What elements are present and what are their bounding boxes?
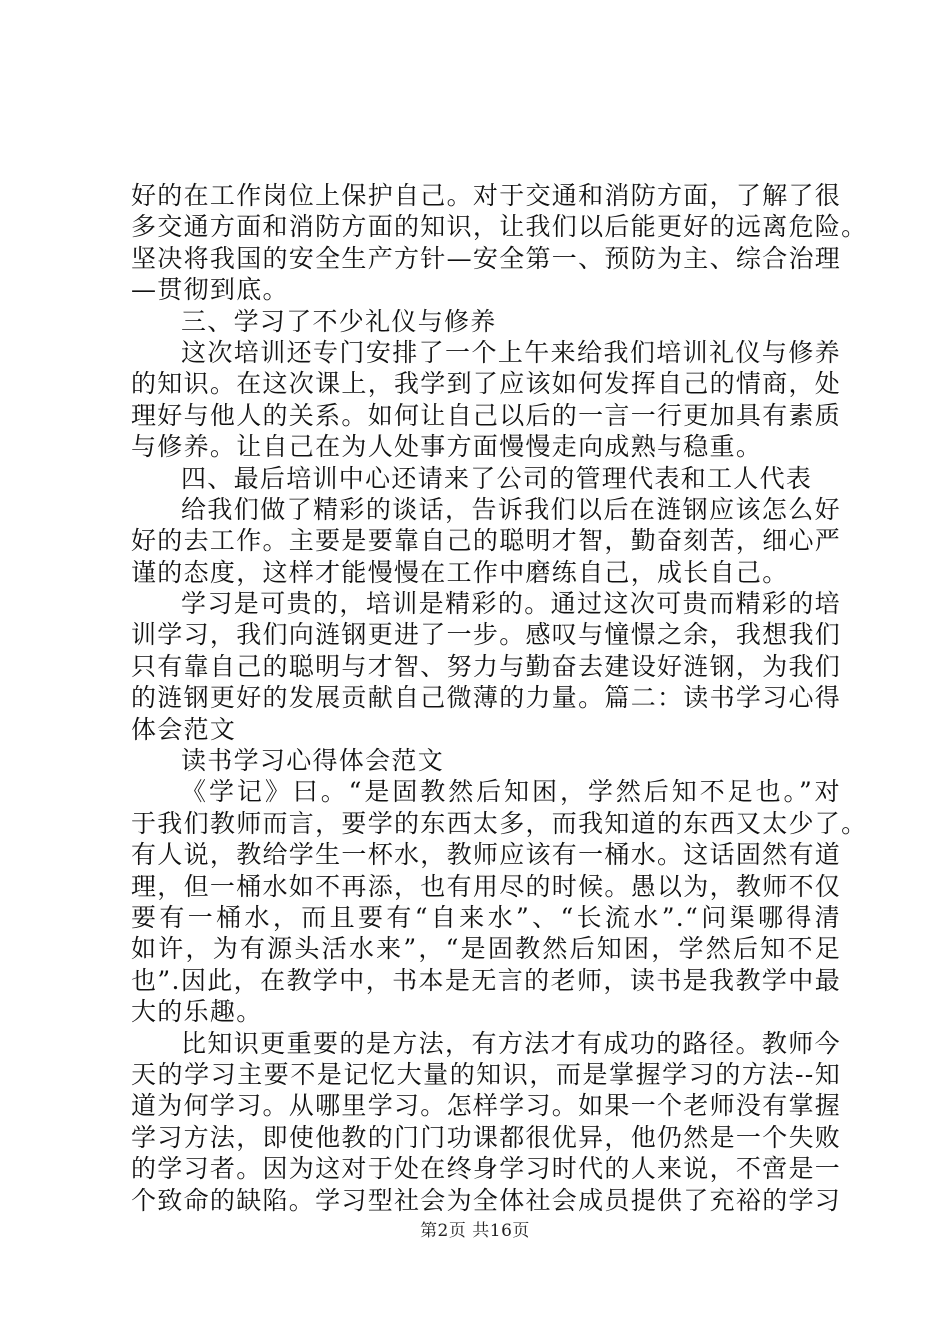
text-line: 训学习，我们向涟钢更进了一步。感叹与憧憬之余，我想我们	[131, 620, 842, 650]
text-line: 学习是可贵的，培训是精彩的。通过这次可贵而精彩的培	[181, 589, 841, 619]
text-line: 好的去工作。主要是要靠自己的聪明才智，勤奋刻苦，细心严	[131, 526, 842, 556]
page-footer: 第2页 共16页	[420, 1221, 530, 1241]
text-line: 坚决将我国的安全生产方针—安全第一、预防为主、综合治理	[131, 243, 842, 273]
text-line: 三、学习了不少礼仪与修养	[181, 306, 497, 336]
text-line: 个致命的缺陷。学习型社会为全体社会成员提供了充裕的学习	[131, 1185, 842, 1215]
text-line: 也”.因此，在教学中，书本是无言的老师，读书是我教学中最	[131, 965, 841, 995]
text-line: 的知识。在这次课上，我学到了应该如何发挥自己的情商，处	[131, 369, 842, 399]
text-line: —贯彻到底。	[131, 275, 289, 305]
text-line: 如许，为有源头活水来”，“是固教然后知困，学然后知不足	[131, 934, 841, 964]
text-line: 体会范文	[131, 714, 237, 744]
text-line: 这次培训还专门安排了一个上午来给我们培训礼仪与修养	[181, 337, 841, 367]
document-body	[131, 180, 868, 1216]
text-line: 好的在工作岗位上保护自己。对于交通和消防方面，了解了很	[131, 181, 842, 210]
text-line: 读书学习心得体会范文	[181, 746, 445, 776]
text-line: 要有一桶水，而且要有“自来水”、“长流水”.“问渠哪得清	[131, 902, 841, 932]
text-line: 给我们做了精彩的谈话，告诉我们以后在涟钢应该怎么好	[181, 494, 841, 524]
text-line: 有人说，教给学生一杯水，教师应该有一桶水。这话固然有道	[131, 840, 842, 870]
text-line: 与修养。让自己在为人处事方面慢慢走向成熟与稳重。	[131, 432, 763, 462]
text-line: 道为何学习。从哪里学习。怎样学习。如果一个老师没有掌握	[131, 1091, 842, 1121]
text-line: 的学习者。因为这对于处在终身学习时代的人来说，不啻是一	[131, 1154, 842, 1184]
text-line: 多交通方面和消防方面的知识，让我们以后能更好的远离危险。	[131, 212, 868, 242]
text-line: 比知识更重要的是方法，有方法才有成功的路径。教师今	[181, 1028, 841, 1058]
text-line: 天的学习主要不是记忆大量的知识，而是掌握学习的方法--知	[131, 1059, 841, 1089]
text-line: 学习方法，即使他教的门门功课都很优异，他仍然是一个失败	[131, 1122, 842, 1152]
text-line: 于我们教师而言，要学的东西太多，而我知道的东西又太少了。	[131, 808, 868, 838]
text-line: 谨的态度，这样才能慢慢在工作中磨练自己，成长自己。	[131, 557, 789, 587]
text-line: 理，但一桶水如不再添，也有用尽的时候。愚以为，教师不仅	[131, 871, 842, 901]
text-line: 只有靠自己的聪明与才智、努力与勤奋去建设好涟钢，为我们	[131, 651, 842, 681]
text-line: 理好与他人的关系。如何让自己以后的一言一行更加具有素质	[131, 400, 842, 430]
text-line: 《学记》曰。“是固教然后知困，学然后知不足也。”对	[181, 777, 841, 807]
text-line: 大的乐趣。	[131, 997, 263, 1027]
text-line: 四、最后培训中心还请来了公司的管理代表和工人代表	[181, 463, 813, 493]
text-line: 的涟钢更好的发展贡献自己微薄的力量。篇二：读书学习心得	[131, 683, 842, 713]
